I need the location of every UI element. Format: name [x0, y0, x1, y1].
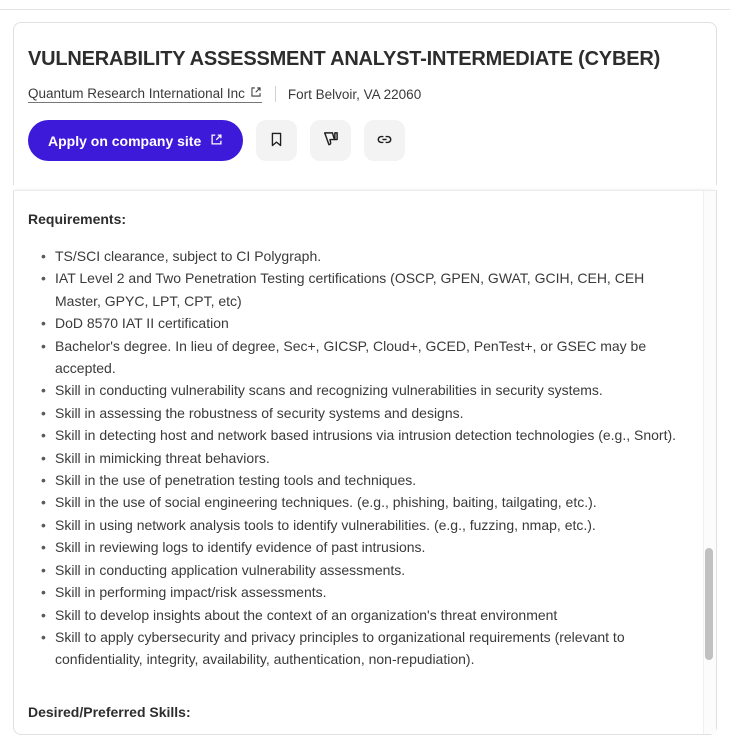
job-description-content: [14, 191, 716, 720]
list-item: • Skill in the use of social engineering techniques. (e.g., phishing, baiting, tailgating, etc.).: [28, 491, 692, 513]
external-link-icon: [210, 133, 223, 149]
not-interested-button[interactable]: [310, 120, 351, 161]
scrollbar-thumb[interactable]: [705, 548, 713, 660]
thumbs-down-icon: [322, 130, 340, 151]
list-item: • Skill in mimicking threat behaviors.: [28, 447, 692, 469]
bookmark-icon: [268, 131, 285, 151]
list-item: • DoD 8570 IAT II certification: [28, 312, 692, 334]
save-job-button[interactable]: [256, 120, 297, 161]
list-item: • Skill in conducting vulnerability scans and recognizing vulnerabilities in security systems.: [28, 379, 692, 401]
job-description-panel: [13, 190, 717, 735]
apply-button-label: Apply on company site: [48, 132, 202, 149]
list-item: • IAT Level 2 and Two Penetration Testing certifications (OSCP, GPEN, GWAT, GCIH, CEH, CEH Master, GPYC, LPT, CPT, etc): [28, 267, 692, 312]
requirements-heading: Requirements:: [28, 211, 127, 227]
company-link[interactable]: [28, 86, 262, 103]
list-item: • Skill in performing impact/risk assessments.: [28, 581, 692, 603]
list-item: • Skill in using network analysis tools to identify vulnerabilities. (e.g., fuzzing, nmap, etc.).: [28, 514, 692, 536]
external-link-icon: [250, 86, 262, 101]
link-icon: [375, 130, 394, 152]
copy-link-button[interactable]: [364, 120, 405, 161]
list-item: • Skill to apply cybersecurity and privacy principles to organizational requirements (relevant to confidentiality, integrity, availability, authentication, non-repudiation).: [28, 626, 692, 671]
page-title: VULNERABILITY ASSESSMENT ANALYST-INTERMEDIATE (CYBER): [28, 48, 661, 70]
requirements-list: [28, 245, 692, 671]
list-item: • Skill to develop insights about the context of an organization's threat environment: [28, 604, 692, 626]
list-item: • Skill in the use of penetration testing tools and techniques.: [28, 469, 692, 491]
job-location: Fort Belvoir, VA 22060: [287, 86, 422, 102]
top-divider: [0, 9, 730, 10]
desired-skills-heading: Desired/Preferred Skills:: [28, 703, 191, 720]
job-meta: [28, 85, 716, 103]
job-header-card: [13, 22, 717, 185]
apply-button[interactable]: [28, 120, 243, 161]
list-item: • Bachelor's degree. In lieu of degree, Sec+, GICSP, Cloud+, GCED, PenTest+, or GSEC may be accepted.: [28, 335, 692, 380]
list-item: • Skill in detecting host and network based intrusions via intrusion detection technologies (e.g., Snort).: [28, 424, 692, 446]
list-item: • Skill in assessing the robustness of security systems and designs.: [28, 402, 692, 424]
action-bar: [28, 120, 716, 161]
list-item: • Skill in conducting application vulnerability assessments.: [28, 559, 692, 581]
meta-separator: [275, 86, 276, 102]
company-name: Quantum Research International Inc: [28, 85, 245, 101]
list-item: • TS/SCI clearance, subject to CI Polygraph.: [28, 245, 692, 267]
scrollbar-track[interactable]: [703, 191, 716, 734]
list-item: • Skill in reviewing logs to identify evidence of past intrusions.: [28, 536, 692, 558]
